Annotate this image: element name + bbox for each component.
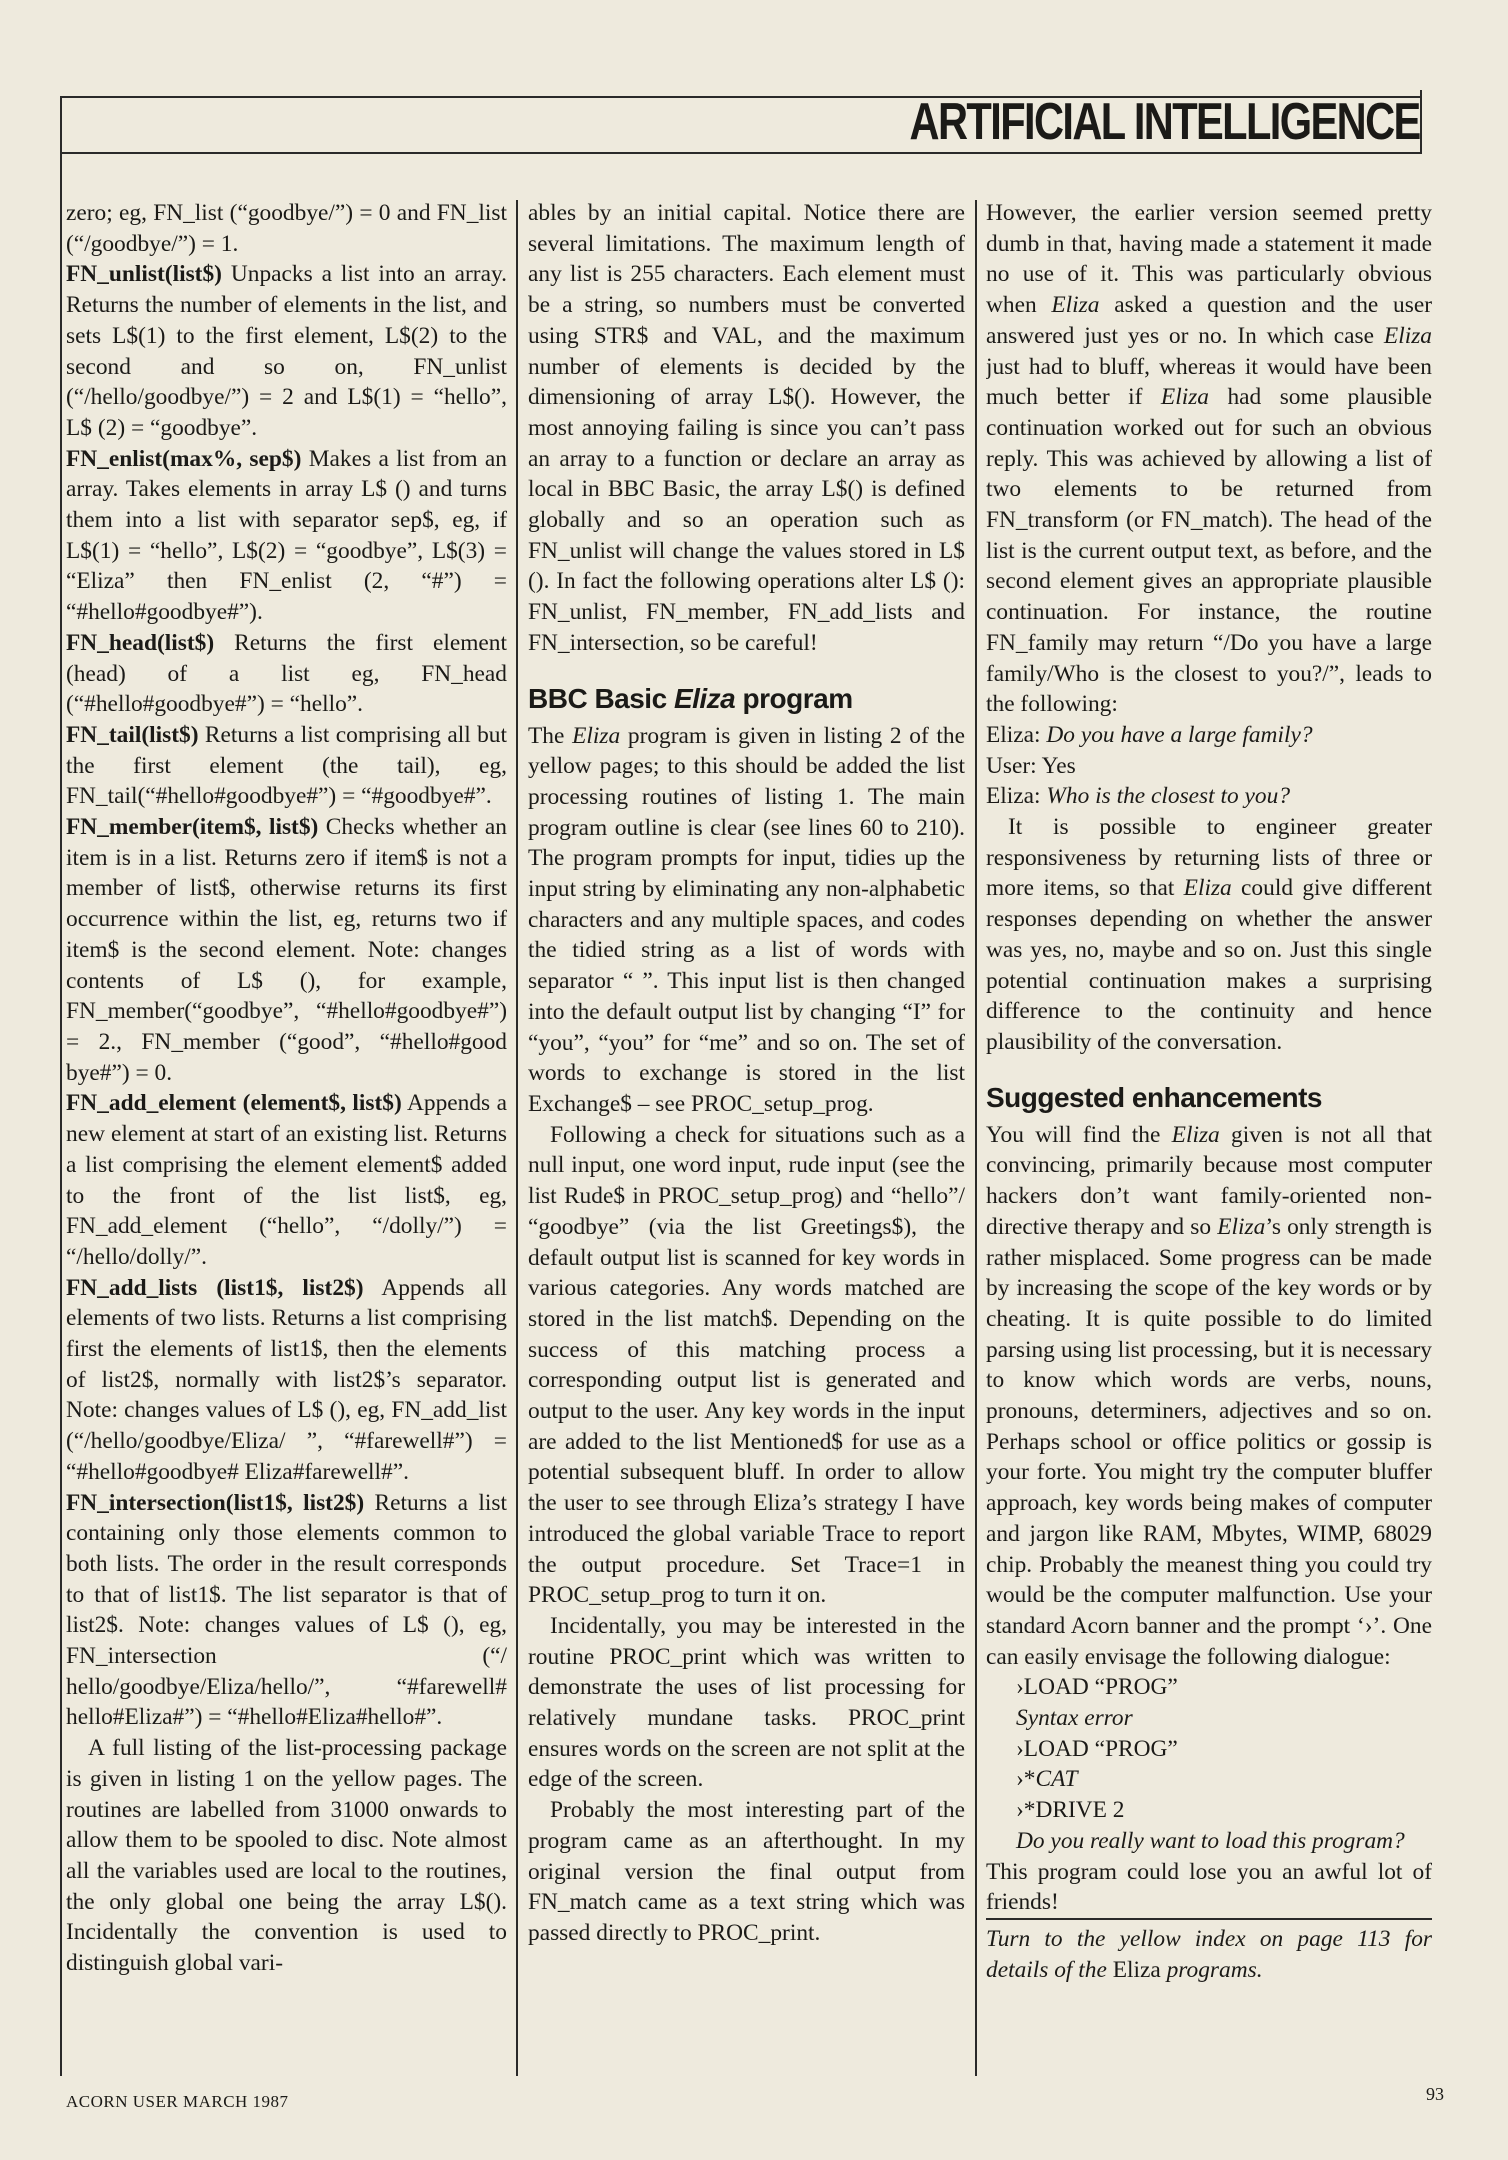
dialogue-line: Eliza: Do you have a large family? xyxy=(986,721,1313,748)
function-definition: FN_head(list$) Returns the first element (head) of a list eg, FN_head (“#hello#goodbye#”) = “hello”. xyxy=(66,629,507,718)
dialogue-text: Do you have a large family? xyxy=(1046,721,1313,748)
dialogue-text: Who is the closest to you? xyxy=(1046,783,1291,810)
column-3 xyxy=(986,198,1432,2078)
paragraph: zero; eg, FN_list (“goodbye/”) = 0 and FN_list (“/goodbye/”) = 1. xyxy=(66,200,507,257)
footer-publication: ACORN USER MARCH 1987 xyxy=(66,2092,289,2111)
page-number: 93 xyxy=(1426,2084,1444,2104)
paragraph: Following a check for situations such as a null input, one word input, rude input (see the list Rude$ in PROC_setup_prog) and “hello”/ “goodbye” (via the list Greetings$), the default output list is scanned for key words in various categories. Any words matched are stored in the list match$. Depending on the success of this matching process a corresponding output list is generated and output to the user. Any key words in the input are added to the list Mentioned$ for use as a potential subsequent bluff. In order to allow the user to see through Eliza’s strategy I have introduced the global variable Trace to report the output procedure. Set Trace=1 in PROC_setup_prog to turn it on. xyxy=(528,1121,965,1609)
function-definition: FN_unlist(list$) Unpacks a list into an array. Returns the number of elements in the list, and sets L$(1) to the first element, L$(2) to the second and so on, FN_unlist (“/hello/goodbye/”) = 2 and L$(1) = “hello”, L$ (2) = “goodbye”. xyxy=(66,261,507,441)
function-name: FN_intersection(list1$, list2$) xyxy=(66,1489,365,1516)
heading-italic: Eliza xyxy=(673,682,736,714)
dialogue-line: Eliza: Who is the closest to you? xyxy=(986,783,1291,810)
right-header-rule xyxy=(1420,90,1422,152)
function-name: FN_add_element (element$, list$) xyxy=(66,1090,402,1117)
header-underline xyxy=(60,152,1422,154)
paragraph: Probably the most interesting part of the program came as an afterthought. In my original version the final output from FN_match came as a text string which was passed directly to PROC_print. xyxy=(528,1797,965,1946)
section-title: ARTIFICIAL INTELLIGENCE xyxy=(909,93,1420,151)
section-heading: Suggested enhancements xyxy=(986,1081,1322,1113)
dialogue-line: User: Yes xyxy=(986,752,1076,779)
function-name: FN_enlist(max%, sep$) xyxy=(66,445,302,472)
paragraph: Incidentally, you may be interested in the routine PROC_print which was written to demonstrate the uses of list processing for relatively mundane tasks. PROC_print ensures words on the screen are not split at the edge of the screen. xyxy=(528,1612,965,1793)
paragraph: You will find the Eliza given is not all that convincing, primarily because most computer hackers don’t want family-oriented non-directive therapy and so Eliza’s only strength is rather misplaced. Some progress can be made by increasing the scope of the key words or by cheating. It is quite possible to do limited parsing using list processing, but it is necessary to know which words are verbs, nouns, pronouns, determiners, adjectives and so on. Perhaps school or office politics or gossip is your forte. You might try the computer bluffer approach, key words being makes of computer and jargon like RAM, Mbytes, WIMP, 68029 chip. Probably the meanest thing you could try would be the computer malfunction. Use your standard Acorn banner and the prompt ‘›’. One can easily envisage the following dialogue: xyxy=(986,1121,1432,1670)
terminal-line: Syntax error xyxy=(1016,1705,1133,1732)
function-name: FN_tail(list$) xyxy=(66,721,199,748)
column-rule-2 xyxy=(975,200,977,2076)
function-definition: FN_intersection(list1$, list2$) Returns a list containing only those elements common to both lists. The order in the result corresponds to that of list1$. The list separator is that of list2$. Note: changes values of L$ (), eg, FN_intersection (“/ hello/goodbye/Eliza/hello/”, “#farewell# hello#Eliza#”) = “#hello#Eliza#hello#”. xyxy=(66,1489,507,1731)
terminal-line: Do you really want to load this program? xyxy=(1016,1827,1405,1854)
function-definition: FN_tail(list$) Returns a list comprising all but the first element (the tail), eg, FN_tail(“#hello#goodbye#”) = “#goodbye#”. xyxy=(66,721,507,810)
terminal-line: ›*DRIVE 2 xyxy=(1016,1797,1125,1824)
section-heading: BBC Basic Eliza program xyxy=(528,682,853,714)
function-definition: FN_member(item$, list$) Checks whether an item is in a list. Returns zero if item$ is not a member of list$, otherwise returns its first occurrence within the list, eg, returns two if item$ is the second element. Note: changes contents of L$ (), for example, FN_member(“goodbye”, “#hello#goodbye#”) = 2., FN_member (“good”, “#hello#good bye#”) = 0. xyxy=(66,814,507,1086)
column-rule-1 xyxy=(516,200,518,2076)
terminal-line: ›LOAD “PROG” xyxy=(1016,1735,1178,1762)
paragraph: ables by an initial capital. Notice there are several limitations. The maximum length of any list is 255 characters. Each element must be a string, so numbers must be converted using STR$ and VAL, and the maximum number of elements is decided by the dimensioning of array L$(). However, the most annoying failing is since you can’t pass an array to a function or declare an array as local in BBC Basic, the array L$() is defined globally and so an operation such as FN_unlist will change the values stored in L$ (). In fact the following operations alter L$ (): FN_unlist, FN_member, FN_add_lists and FN_intersection, so be careful! xyxy=(528,200,965,656)
function-definition: FN_add_lists (list1$, list2$) Appends all elements of two lists. Returns a list comprising first the elements of list1$, then the elements of list2$, normally with list2$’s separator. Note: changes values of L$ (), eg, FN_add_list (“/hello/goodbye/Eliza/ ”, “#farewell#”) = “#hello#goodbye# Eliza#farewell#”. xyxy=(66,1274,507,1485)
column-1 xyxy=(66,198,507,2068)
function-name: FN_member(item$, list$) xyxy=(66,814,319,841)
paragraph: This program could lose you an awful lot of friends! xyxy=(986,1858,1432,1916)
function-definition: FN_enlist(max%, sep$) Makes a list from an array. Takes elements in array L$ () and turns them into a list with separator sep$, eg, if L$(1) = “hello”, L$(2) = “goodbye”, L$(3) = “Eliza” then FN_enlist (2, “#”) = “#hello#goodbye#”). xyxy=(66,445,507,626)
dialogue-text: Yes xyxy=(1041,752,1076,779)
paragraph: The Eliza program is given in listing 2 of the yellow pages; to this should be added the list processing routines of listing 1. The main program outline is clear (see lines 60 to 210). The program prompts for input, tidies up the input string by eliminating any non-alphabetic characters and any multiple spaces, and codes the tidied string as a list of words with separator “ ”. This input list is then changed into the default output list by changing “I” for “you”, “you” for “me” and so on. The set of words to exchange is stored in the list Exchange$ – see PROC_setup_prog. xyxy=(528,722,965,1117)
paragraph: A full listing of the list-processing package is given in listing 1 on the yellow pages. The routines are labelled from 31000 onwards to allow them to be spooled to disc. Note almost all the variables used are local to the routines, the only global one being the array L$(). Incidentally the convention is used to distinguish global vari- xyxy=(66,1735,507,1977)
terminal-line: ›*CAT xyxy=(1016,1766,1078,1793)
function-name: FN_add_lists (list1$, list2$) xyxy=(66,1274,364,1301)
function-name: FN_head(list$) xyxy=(66,629,215,656)
paragraph: However, the earlier version seemed pretty dumb in that, having made a statement it made no use of it. This was particularly obvious when Eliza asked a question and the user answered just yes or no. In which case Eliza just had to bluff, whereas it would have been much better if Eliza had some plausible continuation worked out for such an obvious reply. This was achieved by allowing a list of two elements to be returned from FN_transform (or FN_match). The head of the list is the current output text, as before, and the second element gives an appropriate plausible continuation. For instance, the routine FN_family may return “/Do you have a large family/Who is the closest to you?/”, leads to the following: xyxy=(986,200,1432,718)
footnote: Turn to the yellow index on page 113 for details of the Eliza programs. xyxy=(986,1918,1432,1985)
function-definition: FN_add_element (element$, list$) Appends a new element at start of an existing list. Returns a list comprising the element element$ added to the front of the list list$, eg, FN_add_element (“hello”, “/dolly/”) = “/hello/dolly/”. xyxy=(66,1090,507,1270)
paragraph: It is possible to engineer greater responsiveness by returning lists of three or more items, so that Eliza could give different responses depending on whether the answer was yes, no, maybe and so on. Just this single potential continuation makes a surprising difference to the continuity and hence plausibility of the conversation. xyxy=(986,814,1432,1055)
column-2 xyxy=(528,198,965,2078)
function-name: FN_unlist(list$) xyxy=(66,261,222,288)
terminal-line: ›LOAD “PROG” xyxy=(1016,1674,1178,1701)
left-margin-rule xyxy=(60,96,62,2076)
